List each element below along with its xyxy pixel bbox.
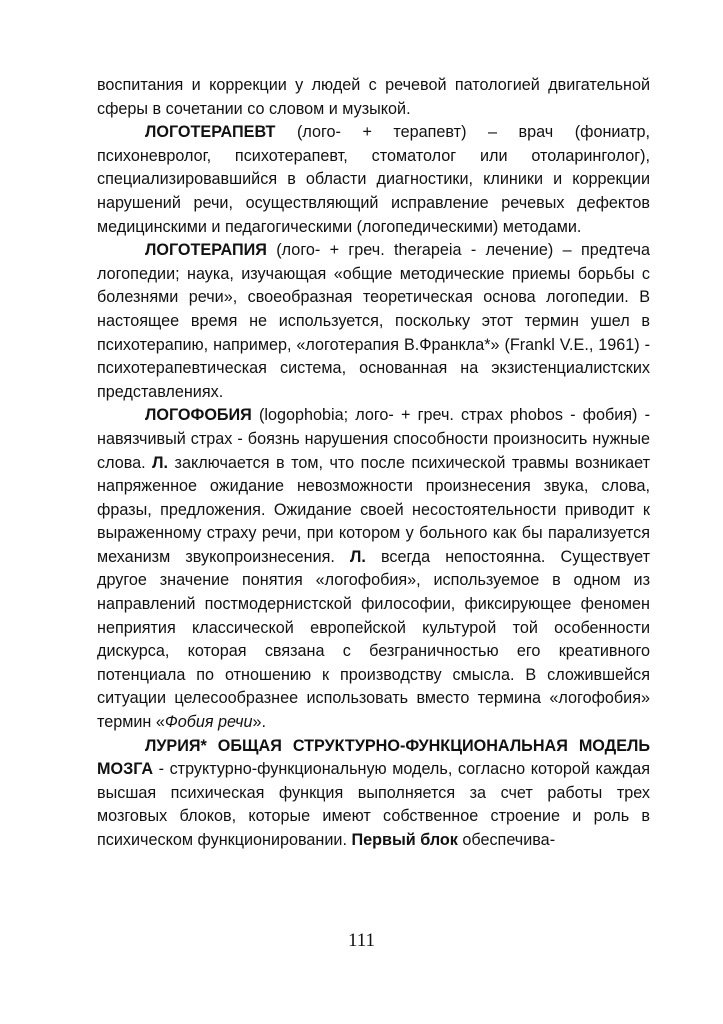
text-run: (лого- + терапевт) – врач (фониатр, психоневролог, психотерапевт, стоматолог или отоларинголог), специализировавшийся в области диагностики, клиники и коррекции нарушений речи, осуществляющий исправление речевых дефектов медицинскими и педагогическими (логопедическими) методами. <box>97 123 650 236</box>
text-run: всегда непостоянна. Существует другое значение понятия «логофобия», используемое в одном из направлений постмодернистской философии, фиксирующее феномен неприятия классической европейской культурой той особенности дискурса, которая связана с безграничностью его креативного потенциала по отношению к производству смысла. В сложившейся ситуации целесообразнее использовать вместо термина «логофобия» термин « <box>97 547 650 732</box>
term-abbreviation: Л. <box>152 453 169 472</box>
text-run: (лого- + греч. therapeia - лечение) – предтеча логопедии; наука, изучающая «общие методические приемы борьбы с болезнями речи», своеобразная теоретическая основа логопедии. В настоящее время не используется, поскольку этот термин ушел в психотерапию, например, «логотерапия В.Франкла*» (Frankl V.E., 1961) - психотерапевтическая система, основанная на экзистенциалистских представлениях. <box>97 241 650 401</box>
italic-term: Фобия речи <box>164 713 253 732</box>
term-heading: ЛОГОТЕРАПЕВТ <box>145 123 276 142</box>
page-number: 111 <box>347 930 376 951</box>
term-abbreviation: Л. <box>350 547 366 566</box>
text-run: (logophobia; лого- + греч. страх phobos - фобия) - навязчивый страх - боязнь нарушения способности произносить нужные слова. <box>97 406 650 472</box>
entry-logoterapiya <box>97 239 650 404</box>
term-heading: ЛОГОФОБИЯ <box>145 406 252 425</box>
term-heading: ЛОГОТЕРАПИЯ <box>145 241 267 260</box>
term-heading: ЛУРИЯ* ОБЩАЯ СТРУКТУРНО-ФУНКЦИОНАЛЬНАЯ МОДЕЛЬ МОЗГА <box>97 736 650 779</box>
entry-logofobiya <box>97 404 650 734</box>
paragraph-continuation <box>97 74 650 121</box>
text-run: заключается в том, что после психической травмы возникает напряженное ожидание невозможности произнесения звука, слова, фразы, предложения. Ожидание своей несостоятельности приводит к выраженному страху речи, при котором у больного как бы парализуется механизм звукопроизнесения. <box>97 453 650 566</box>
entry-luriya-model <box>97 735 650 853</box>
body-text <box>97 74 650 853</box>
text-run: обеспечива- <box>457 831 556 849</box>
text-run: ». <box>252 713 266 732</box>
entry-logoterapevt <box>97 121 650 239</box>
bold-term: Первый блок <box>351 831 458 849</box>
text-run: - структурно-функциональную модель, согласно которой каждая высшая психическая функция выполняется за счет работы трех мозговых блоков, которые имеют собственное строение и роль в психическом функционировании. <box>97 760 650 849</box>
text-run: воспитания и коррекции у людей с речевой патологией двигательной сферы в сочетании со словом и музыкой. <box>97 76 650 118</box>
